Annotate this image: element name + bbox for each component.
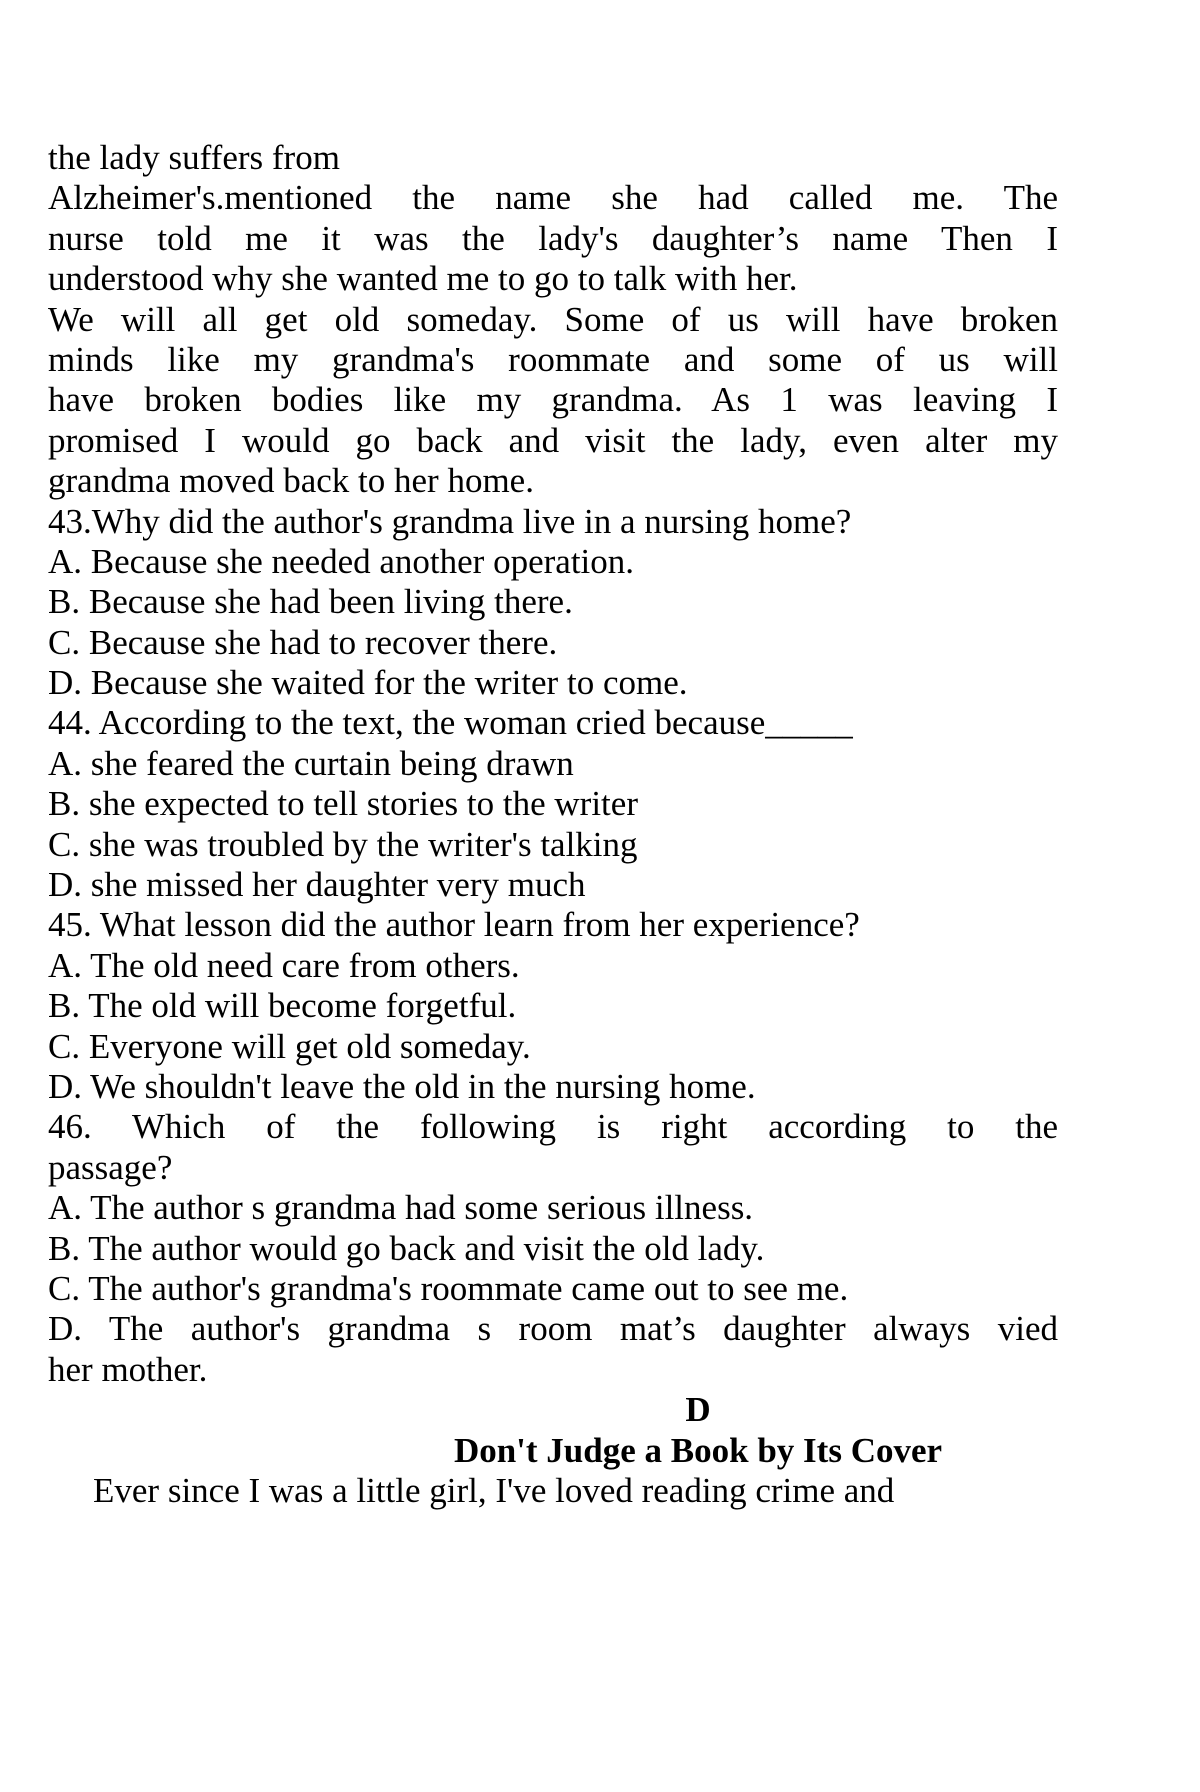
question-44: 44. According to the text, the woman cried because_____ — [48, 703, 853, 743]
option-44-b: B. she expected to tell stories to the writer — [48, 784, 638, 824]
option-45-b: B. The old will become forgetful. — [48, 986, 517, 1026]
passage-line: have broken bodies like my grandma. As 1 was leaving I — [48, 380, 1058, 420]
section-label: D — [685, 1390, 711, 1430]
option-43-a: A. Because she needed another operation. — [48, 541, 635, 581]
passage-line: minds like my grandma's roommate and some of us will — [48, 339, 1058, 379]
passage-line: promised I would go back and visit the lady, even alter my — [48, 420, 1058, 460]
question-43: 43.Why did the author's grandma live in a nursing home? — [48, 501, 852, 541]
option-44-d: D. she missed her daughter very much — [48, 865, 586, 905]
option-43-d: D. Because she waited for the writer to come. — [48, 663, 688, 703]
option-43-b: B. Because she had been living there. — [48, 582, 573, 622]
passage-line: Alzheimer's.mentioned the name she had called me. The — [48, 178, 1058, 218]
option-46-d-continued: her mother. — [48, 1349, 208, 1389]
question-45: 45. What lesson did the author learn from her experience? — [48, 905, 860, 945]
question-46-continued: passage? — [48, 1147, 173, 1187]
option-45-d: D. We shouldn't leave the old in the nursing home. — [48, 1066, 756, 1106]
option-46-c: C. The author's grandma's roommate came out to see me. — [48, 1268, 849, 1308]
section-title: Don't Judge a Book by Its Cover — [453, 1430, 943, 1470]
option-44-a: A. she feared the curtain being drawn — [48, 743, 574, 783]
option-46-a: A. The author s grandma had some serious illness. — [48, 1188, 754, 1228]
option-46-b: B. The author would go back and visit the old lady. — [48, 1228, 765, 1268]
option-43-c: C. Because she had to recover there. — [48, 622, 558, 662]
passage-line: grandma moved back to her home. — [48, 461, 534, 501]
question-46: 46. Which of the following is right according to the — [48, 1107, 1058, 1147]
option-46-d: D. The author's grandma s room mat’s daughter always vied — [48, 1309, 1058, 1349]
option-45-a: A. The old need care from others. — [48, 945, 520, 985]
option-45-c: C. Everyone will get old someday. — [48, 1026, 531, 1066]
passage-d-line: Ever since I was a little girl, I've loved reading crime and — [93, 1470, 895, 1510]
passage-line: We will all get old someday. Some of us will have broken — [48, 299, 1058, 339]
passage-line: nurse told me it was the lady's daughter’s name Then I — [48, 218, 1058, 258]
text-column — [48, 138, 1058, 1511]
option-44-c: C. she was troubled by the writer's talking — [48, 824, 638, 864]
passage-line: the lady suffers from — [48, 138, 340, 177]
passage-line: understood why she wanted me to go to talk with her. — [48, 259, 798, 299]
